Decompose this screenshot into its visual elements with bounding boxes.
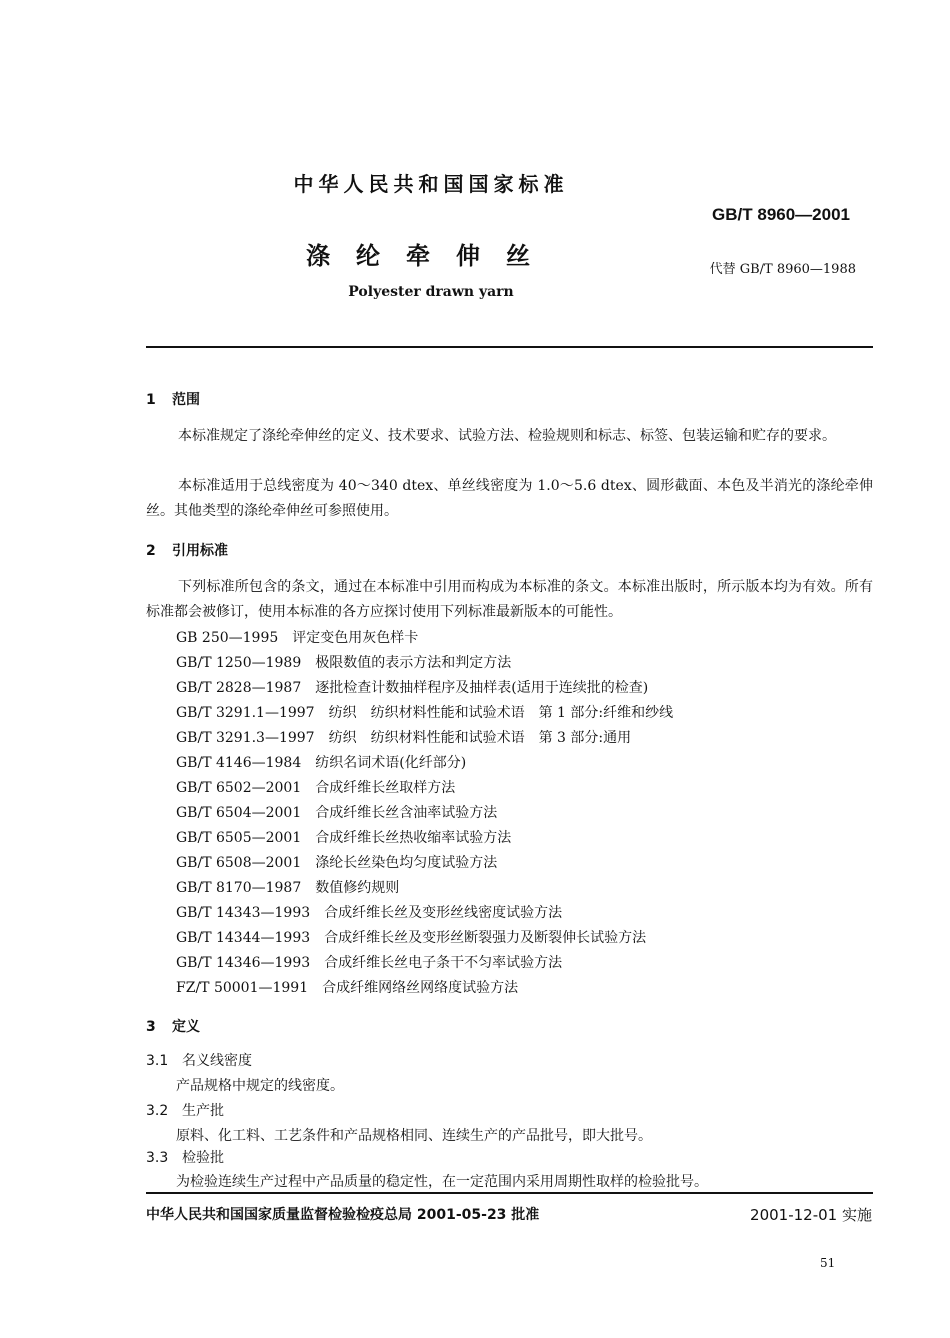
definition-text: 原料、化工料、工艺条件和产品规格相同、连续生产的产品批号，即大批号。 (176, 1128, 652, 1144)
definition-term (146, 1100, 224, 1120)
reference-item (176, 652, 511, 672)
english-title: Polyester drawn yarn (348, 284, 514, 300)
reference-code: FZ/T 50001—1991 (176, 980, 309, 996)
section-number: 1 (146, 392, 156, 408)
section-1-paragraph: 本标准适用于总线密度为 40～340 dtex、单丝线密度为 1.0～5.6 dtex、圆形截面、本色及半消光的涤纶牵伸丝。其他类型的涤纶牵伸丝可参照使用。 (146, 478, 873, 519)
definition-number: 3.3 (146, 1150, 169, 1166)
reference-code: GB/T 6505—2001 (176, 830, 302, 846)
standard-code: GB/T 8960—2001 (712, 205, 850, 224)
section-1-paragraph: 本标准规定了涤纶牵伸丝的定义、技术要求、试验方法、检验规则和标志、标签、包装运输和贮存的要求。 (178, 428, 836, 444)
reference-title: 合成纤维长丝及变形丝断裂强力及断裂伸长试验方法 (324, 930, 647, 946)
reference-code: GB/T 6504—2001 (176, 805, 302, 821)
definition-term-text: 名义线密度 (182, 1053, 252, 1069)
definition-term (146, 1050, 252, 1070)
page-number: 51 (820, 1256, 836, 1270)
document-title: 涤纶牵伸丝 (306, 242, 556, 270)
reference-item (176, 977, 518, 997)
implementation-date: 2001-12-01 实施 (750, 1206, 872, 1224)
reference-title: 合成纤维长丝热收缩率试验方法 (315, 830, 512, 846)
reference-code: GB/T 14343—1993 (176, 905, 311, 921)
approval-line: 中华人民共和国国家质量监督检验检疫总局 2001-05-23 批准 (146, 1207, 540, 1223)
reference-title: 纺织名词术语(化纤部分) (315, 755, 467, 771)
reference-title: 涤纶长丝染色均匀度试验方法 (315, 855, 498, 871)
section-title: 引用标准 (172, 543, 228, 559)
section-3-heading (146, 1016, 200, 1036)
reference-item (176, 777, 455, 797)
reference-item (176, 752, 466, 772)
reference-title: 合成纤维网络丝网络度试验方法 (322, 980, 519, 996)
reference-item (176, 852, 497, 872)
reference-item (176, 627, 418, 647)
reference-item (176, 677, 648, 697)
reference-title: 合成纤维长丝含油率试验方法 (315, 805, 498, 821)
reference-title: 合成纤维长丝及变形丝线密度试验方法 (324, 905, 563, 921)
reference-item (176, 802, 497, 822)
reference-item (176, 902, 562, 922)
section-2-intro: 下列标准所包含的条文，通过在本标准中引用而构成为本标准的条文。本标准出版时，所示版本均为有效。所有标准都会被修订，使用本标准的各方应探讨使用下列标准最新版本的可能性。 (146, 579, 873, 620)
definition-term-text: 检验批 (182, 1150, 224, 1166)
section-number: 2 (146, 543, 156, 559)
definition-number: 3.1 (146, 1053, 169, 1069)
reference-title: 评定变色用灰色样卡 (292, 630, 419, 646)
reference-title: 合成纤维长丝电子条干不匀率试验方法 (324, 955, 563, 971)
national-standard-heading: 中华人民共和国国家标准 (293, 172, 569, 196)
section-title: 定义 (172, 1019, 200, 1035)
reference-code: GB/T 2828—1987 (176, 680, 302, 696)
reference-code: GB/T 14346—1993 (176, 955, 311, 971)
reference-title: 极限数值的表示方法和判定方法 (315, 655, 512, 671)
reference-item (176, 727, 631, 747)
replaces-note: 代替 GB/T 8960—1988 (709, 262, 856, 277)
reference-code: GB 250—1995 (176, 630, 279, 646)
reference-code: GB/T 6508—2001 (176, 855, 302, 871)
footer-divider (146, 1192, 873, 1194)
reference-item (176, 702, 673, 722)
section-2-heading (146, 540, 228, 560)
reference-code: GB/T 4146—1984 (176, 755, 302, 771)
definition-text: 产品规格中规定的线密度。 (176, 1078, 344, 1094)
reference-title: 纺织 纺织材料性能和试验术语 第 3 部分:通用 (328, 730, 632, 746)
definition-term-text: 生产批 (182, 1103, 224, 1119)
reference-title: 数值修约规则 (315, 880, 400, 896)
definition-text: 为检验连续生产过程中产品质量的稳定性，在一定范围内采用周期性取样的检验批号。 (176, 1174, 708, 1190)
reference-item (176, 952, 562, 972)
reference-item (176, 927, 646, 947)
reference-code: GB/T 3291.3—1997 (176, 730, 315, 746)
reference-item (176, 877, 399, 897)
reference-code: GB/T 8170—1987 (176, 880, 302, 896)
section-1-heading (146, 389, 200, 409)
header-divider (146, 346, 873, 348)
reference-item (176, 827, 511, 847)
reference-code: GB/T 3291.1—1997 (176, 705, 315, 721)
definition-term (146, 1147, 224, 1167)
section-number: 3 (146, 1019, 156, 1035)
section-title: 范围 (172, 392, 200, 408)
reference-title: 合成纤维长丝取样方法 (315, 780, 456, 796)
reference-code: GB/T 6502—2001 (176, 780, 302, 796)
reference-title: 逐批检查计数抽样程序及抽样表(适用于连续批的检查) (315, 680, 649, 696)
definition-number: 3.2 (146, 1103, 169, 1119)
reference-code: GB/T 1250—1989 (176, 655, 302, 671)
reference-title: 纺织 纺织材料性能和试验术语 第 1 部分:纤维和纱线 (328, 705, 674, 721)
reference-code: GB/T 14344—1993 (176, 930, 311, 946)
